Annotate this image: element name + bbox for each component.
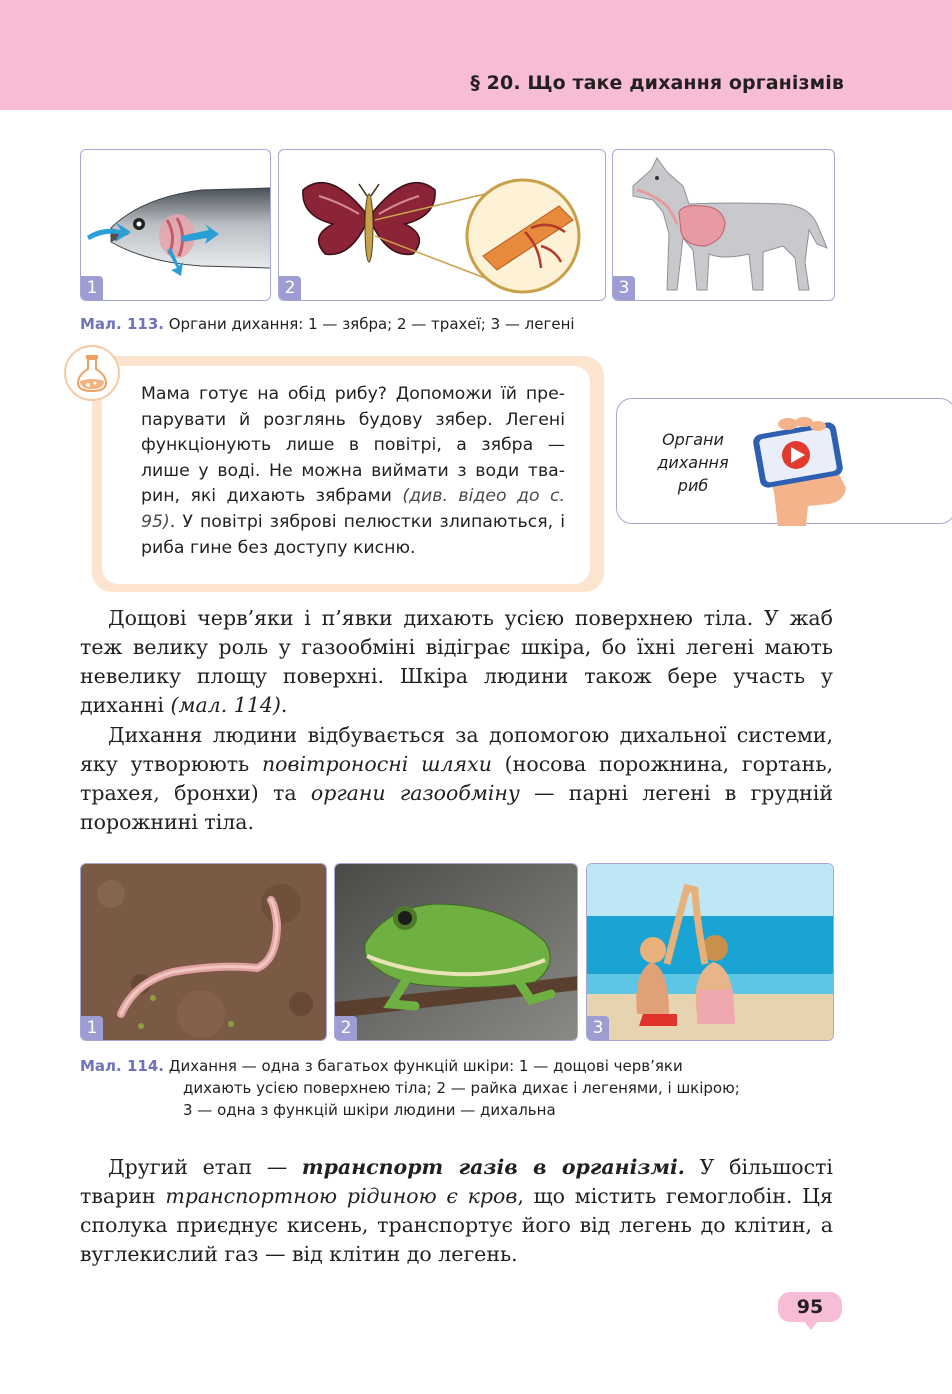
figure-number: 2 <box>335 1016 357 1040</box>
caption-label: Мал. 114. <box>80 1057 164 1075</box>
paragraph-3-text-3: , що містить гемоглобін. Ця сполука приєднує кисень, транспортує його від легень до клітин, а вуглекислий газ — від клітин до легень. <box>80 1184 833 1266</box>
video-label-line3: риб <box>677 476 709 495</box>
paragraph-2-text-2: (носова порожнина, гортань, трахея, бронхи) та <box>80 752 833 805</box>
caption-label: Мал. 113. <box>80 315 164 333</box>
figure-number: 3 <box>613 276 635 300</box>
experiment-text-part2: . У повітрі зяброві пелюстки злипаються, і риба гине без доступу кисню. <box>141 511 565 558</box>
paragraph-2-text-3: — парні легені в грудній порожнині тіла. <box>80 781 833 834</box>
dog-lungs-icon <box>613 150 835 301</box>
figure-number: 3 <box>587 1016 609 1040</box>
figure-114-panel-frog <box>334 863 578 1041</box>
caption-line-1: Дихання — одна з багатьох функцій шкіри: 1 — дощові черв’яки <box>163 1057 683 1075</box>
paragraph-1-end: . <box>280 693 288 717</box>
paragraph-3 <box>80 1153 833 1269</box>
figure-number: 1 <box>81 276 103 300</box>
paragraph-2-text-1: Дихання людини відбувається за допомогою дихальної системи, яку утворюють <box>80 723 833 776</box>
figure-114-panel-worm <box>80 863 327 1041</box>
video-label[interactable] <box>640 428 746 497</box>
term-blood: транспортною рідиною є кров <box>165 1184 518 1208</box>
experiment-text-part1: Мама готує на обід рибу? Допоможи їй препарувати й розглянь будову зябер. Легені функціонують лише в повітрі, а зябра — лише у воді. Не можна виймати з води тварин, які дихають зябрами <box>141 384 565 507</box>
figure-114-caption <box>80 1055 740 1121</box>
caption-text: Органи дихання: 1 — зябра; 2 — трахеї; 3 — легені <box>163 315 575 333</box>
figure-113-panel-butterfly <box>278 149 606 301</box>
caption-line-3: 3 — одна з функцій шкіри людини — дихальна <box>183 1101 556 1119</box>
fish-gills-icon <box>81 150 271 301</box>
video-reference: (див. відео до с. 95) <box>141 486 565 532</box>
paragraph-2 <box>80 721 833 837</box>
figure-number: 2 <box>279 276 301 300</box>
figure-reference: (мал. 114) <box>170 693 281 717</box>
page-number: 95 <box>778 1292 842 1322</box>
tree-frog-photo <box>335 864 578 1041</box>
page-number-tail <box>803 1320 819 1330</box>
section-title: § 20. Що таке дихання організмів <box>470 72 844 94</box>
video-label-line2: дихання <box>657 453 729 472</box>
figure-113-panel-fish <box>80 149 271 301</box>
experiment-text <box>141 382 565 561</box>
children-beach-photo <box>587 864 834 1041</box>
figure-number: 1 <box>81 1016 103 1040</box>
flask-icon <box>64 345 120 401</box>
term-gas-exchange-organs: органи газообміну <box>310 781 520 805</box>
term-airways: повітроносні шляхи <box>261 752 492 776</box>
earthworm-photo <box>81 864 327 1041</box>
figure-114-panel-beach <box>586 863 834 1041</box>
paragraph-1 <box>80 604 833 720</box>
paragraph-3-text-1: Другий етап — <box>108 1155 302 1179</box>
paragraph-3-text-2: У більшості тварин <box>80 1155 833 1208</box>
paragraph-1-text: Дощові черв’яки і п’явки дихають усією поверхнею тіла. У жаб теж велику роль у газообміні відіграє шкіра, бо їхні легені мають невелику площу поверхні. Шкіра людини також бере участь у диханні <box>80 606 833 717</box>
video-label-line1: Органи <box>662 430 724 449</box>
figure-113-caption <box>80 313 575 335</box>
term-gas-transport: транспорт газів в організмі. <box>301 1155 685 1179</box>
butterfly-trachea-icon <box>279 150 606 301</box>
figure-113-panel-dog <box>612 149 835 301</box>
phone-play-icon[interactable] <box>748 410 858 526</box>
caption-line-2: дихають усією поверхнею тіла; 2 — райка дихає і легенями, і шкірою; <box>183 1079 740 1097</box>
